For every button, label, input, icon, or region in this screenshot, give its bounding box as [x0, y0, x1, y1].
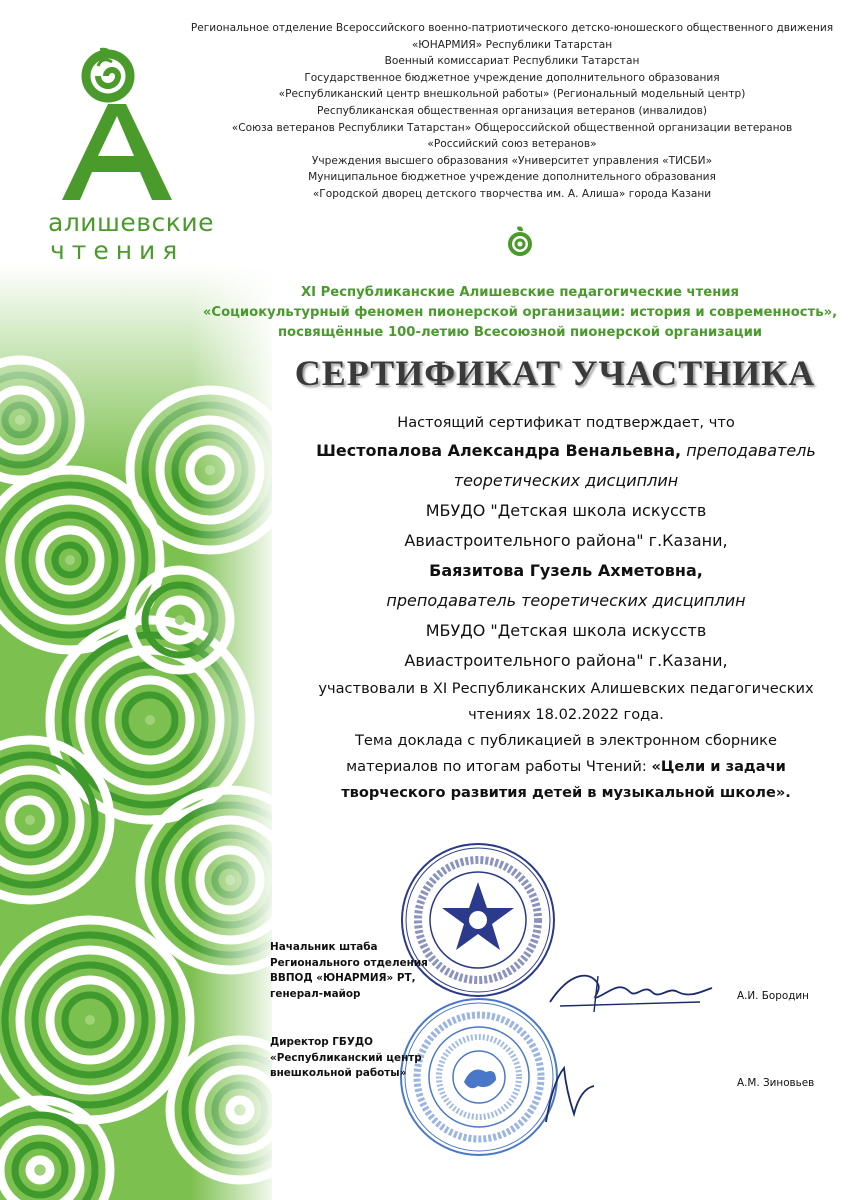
signature-borodin-icon	[540, 962, 720, 1018]
event-line2: «Социокультурный феномен пионерской организации: история и современность»,	[202, 305, 838, 320]
signer1-title-line: Начальник штаба	[270, 941, 378, 953]
signer1-title	[270, 940, 428, 1002]
signer2-title	[270, 1035, 422, 1082]
event-title	[200, 283, 840, 343]
logo-text-line2: чтения	[50, 236, 185, 265]
signer1-title-line: ВВПОД «ЮНАРМИЯ» РТ,	[270, 972, 416, 985]
republican-center-stamp-icon	[398, 996, 560, 1158]
signer1-title-line: Регионального отделения	[270, 956, 428, 969]
organizer-line: Региональное отделение Всероссийского военно-патриотического детско-юношеского общественного движения	[190, 22, 834, 34]
organizer-line: Муниципальное бюджетное учреждение дополнительного образования	[308, 171, 716, 184]
signer1-title-line: генерал-майор	[270, 987, 361, 1000]
organizer-line: Учреждения высшего образования «Университет управления «ТИСБИ»	[311, 154, 713, 167]
participation-b: чтениях 18.02.2022 года.	[468, 706, 664, 723]
participation-a: участвовали в XI Республиканских Алишевских педагогических	[318, 680, 814, 697]
organizer-line: «Городской дворец детского творчества им. А. Алиша» города Казани	[312, 187, 712, 200]
person2-name: Баязитова Гузель Ахметовна,	[429, 561, 703, 580]
organizer-line: Республиканская общественная организация ветеранов (инвалидов)	[317, 104, 707, 117]
signer2-title-line: «Республиканский центр	[270, 1051, 422, 1064]
person1-org-a: МБУДО "Детская школа искусств	[425, 501, 707, 520]
person1-role-a: преподаватель	[686, 441, 816, 460]
certificate-body	[288, 410, 844, 806]
organizer-line: «ЮНАРМИЯ» Республики Татарстан	[411, 38, 613, 51]
small-logo-icon	[507, 224, 533, 258]
person2-org-a: МБУДО "Детская школа искусств	[425, 621, 707, 640]
person1-org-b: Авиастроительного района" г.Казани,	[404, 531, 728, 550]
intro-text: Настоящий сертификат подтверждает, что	[397, 414, 735, 431]
signer2-title-line: внешкольной работы»	[270, 1067, 407, 1080]
organizer-line: «Российский союз ветеранов»	[427, 138, 597, 151]
person1-line	[288, 436, 844, 466]
topic-title-b: творческого развития детей в музыкальной школе».	[341, 784, 791, 801]
person2-role: преподаватель теоретических дисциплин	[386, 591, 746, 610]
event-line3: посвящённые 100-летию Всесоюзной пионерской организации	[277, 325, 763, 340]
signature-zinoviev-icon	[540, 1058, 600, 1130]
signer1-name: А.И. Бородин	[737, 990, 809, 1002]
organizer-line: Военный комиссариат Республики Татарстан	[384, 55, 640, 68]
organizer-line: Государственное бюджетное учреждение дополнительного образования	[304, 71, 720, 84]
signer2-name: А.М. Зиновьев	[737, 1077, 815, 1089]
person1-name: Шестопалова Александра Венальевна,	[316, 441, 682, 460]
signer2-title-line: Директор ГБУДО	[270, 1036, 373, 1048]
person2-org-b: Авиастроительного района" г.Казани,	[404, 651, 728, 670]
person1-role-b: теоретических дисциплин	[453, 471, 679, 490]
logo-text-line1: алишевские	[48, 208, 215, 237]
topic-line	[288, 754, 844, 780]
organizers-list	[188, 20, 836, 203]
topic-b: материалов по итогам работы Чтений:	[346, 758, 647, 775]
organizer-line: «Союза ветеранов Республики Татарстан» Общероссийской общественной организации ветеранов	[231, 121, 793, 134]
event-line1: XI Республиканские Алишевские педагогические чтения	[300, 285, 740, 300]
topic-title-a: «Цели и задачи	[651, 758, 786, 775]
topic-a: Тема доклада с публикацией в электронном сборнике	[355, 732, 777, 749]
organizer-line: «Республиканский центр внешкольной работы» (Региональный модельный центр)	[278, 88, 746, 101]
certificate-title: СЕРТИФИКАТ УЧАСТНИКА	[294, 353, 816, 393]
